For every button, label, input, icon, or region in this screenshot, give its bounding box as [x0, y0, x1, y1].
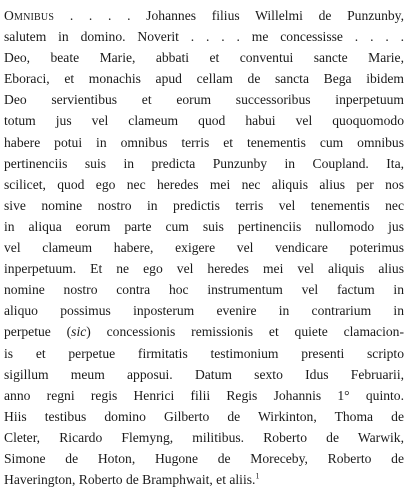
footnote-marker: 1: [255, 471, 260, 481]
charter-line-17: is et perpetue firmitatis testimonium presenti scripto: [4, 345, 404, 361]
sic-note: sic: [71, 324, 87, 340]
charter-line-13: inperpetuum. Et ne ego vel heredes mei vel aliquis alius: [4, 261, 404, 277]
charter-line-5: Deo servientibus et eorum successoribus inperpetuum: [4, 92, 404, 108]
charter-line-7: habere potui in omnibus terris et tenementis cum omnibus: [4, 134, 404, 150]
opening-word: Omnibus: [4, 8, 55, 23]
charter-line-20: Hiis testibus domino Gilberto de Wirkinton, Thoma de: [4, 408, 404, 424]
charter-line-3: Deo, beate Marie, abbati et conventui sancte Marie,: [4, 50, 404, 66]
charter-line-15: aliquo possimus inposterum evenire in contrarium in: [4, 303, 404, 319]
charter-line-16: perpetue (sic) concessionis remissionis et quiete clamacion-: [4, 324, 404, 340]
charter-line-12: vel clameum habere, exigere vel vendicare poterimus: [4, 240, 404, 256]
charter-line-11: in aliqua eorum parte cum suis pertinenciis nullomodo jus: [4, 218, 404, 234]
charter-line-14: nomine nostro contra hoc instrumentum vel factum in: [4, 282, 404, 298]
charter-line-23: Haverington, Roberto de Bramphwait, et aliis.$^1$: [4, 471, 260, 488]
charter-line-2: salutem in domino. Noverit . . . . me concessisse . . . .: [4, 29, 404, 45]
charter-line-18: sigillum meum apposui. Datum sexto Idus Februarii,: [4, 366, 404, 382]
charter-line-21: Cleter, Ricardo Flemyng, militibus. Roberto de Warwik,: [4, 429, 404, 445]
charter-line-19: anno regni regis Henrici filii Regis Johannis 1° quinto.: [4, 387, 404, 403]
charter-line-4: Eboraci, et monachis apud cellam de sancta Bega ibidem: [4, 71, 404, 87]
charter-line-1: Omnibus . . . . Johannes filius Willelmi de Punzunby,: [4, 8, 404, 23]
charter-line-22: Simone de Hoton, Hugone de Moreceby, Roberto de: [4, 450, 404, 466]
charter-line-8: pertinenciis suis in predicta Punzunby in Coupland. Ita,: [4, 155, 404, 171]
charter-line-10: sive nomine nostro in predictis terris vel tenementis nec: [4, 197, 404, 213]
charter-line-9: scilicet, quod ego nec heredes mei nec aliquis alius per nos: [4, 176, 404, 192]
charter-line-6: totum jus vel clameum quod habui vel quoquomodo: [4, 113, 404, 129]
